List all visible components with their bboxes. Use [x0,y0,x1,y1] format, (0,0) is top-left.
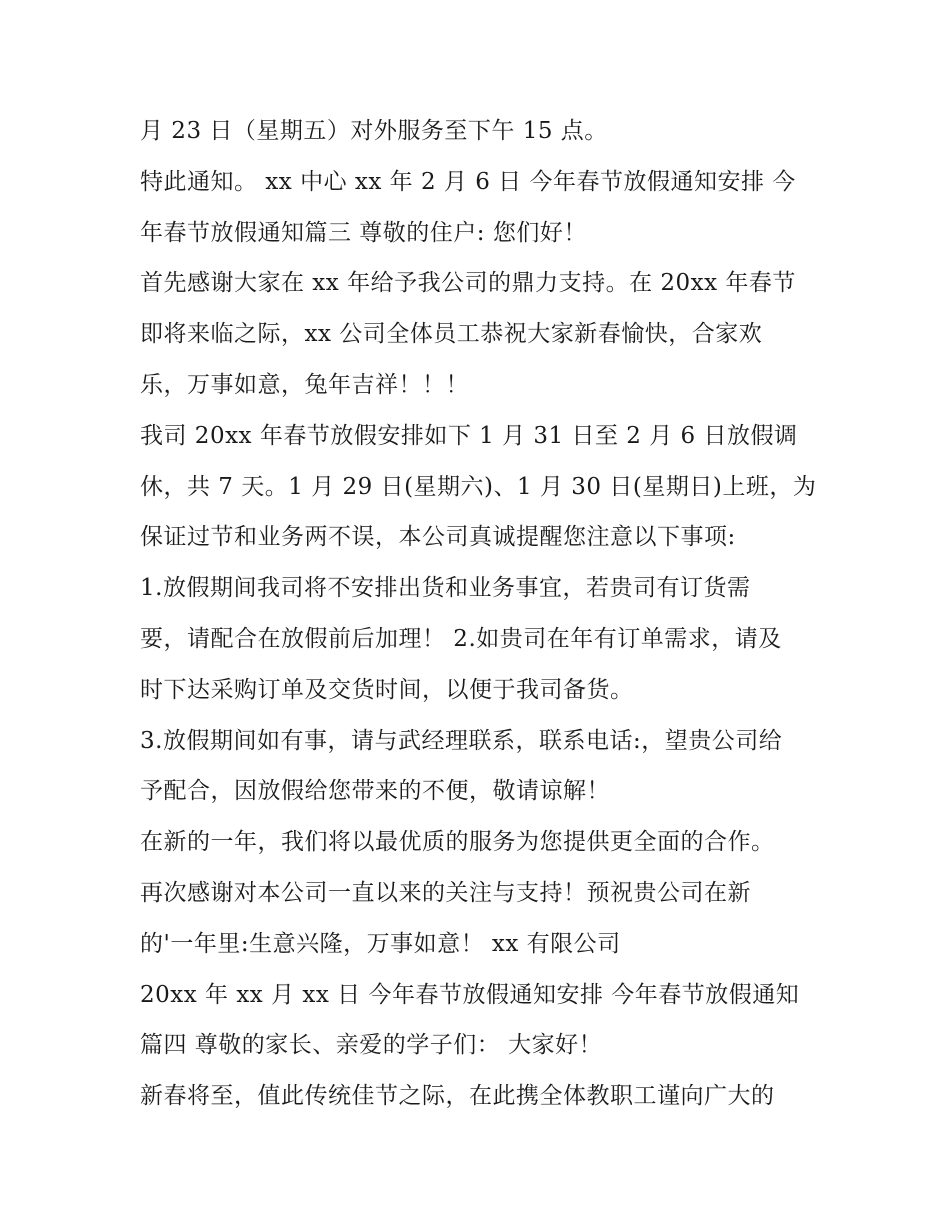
text-line: 即将来临之际，xx 公司全体员工恭祝大家新春愉快，合家欢 [140,321,763,348]
document-body-text [140,106,830,1122]
text-line: 时下达采购订单及交货时间，以便于我司备货。 [140,676,634,703]
text-line: 的'一年里:生意兴隆，万事如意！ xx 有限公司 [140,930,621,957]
text-line: 再次感谢对本公司一直以来的关注与支持！预祝贵公司在新 [140,879,751,906]
text-line: 予配合，因放假给您带来的不便，敬请谅解！ [140,778,610,805]
text-line: 新春将至，值此传统佳节之际，在此携全体教职工谨向广大的 [140,1083,775,1110]
text-line: 年春节放假通知篇三 尊敬的住户: 您们好！ [140,219,587,246]
text-line: 首先感谢大家在 xx 年给予我公司的鼎力支持。在 20xx 年春节 [140,270,796,297]
text-line: 要，请配合在放假前后加理！ 2.如贵司在年有订单需求，请及 [140,625,782,652]
text-line: 篇四 尊敬的家长、亲爱的学子们： 大家好！ [140,1032,603,1059]
text-line: 保证过节和业务两不误，本公司真诚提醒您注意以下事项: [140,524,736,551]
text-line: 休，共 7 天。1 月 29 日(星期六)、1 月 30 日(星期日)上班，为 [140,473,817,500]
text-line: 在新的一年，我们将以最优质的服务为您提供更全面的合作。 [140,829,775,856]
text-line: 20xx 年 xx 月 xx 日 今年春节放假通知安排 今年春节放假通知 [140,981,800,1008]
text-line: 月 23 日（星期五）对外服务至下午 15 点。 [140,118,608,144]
text-line: 乐，万事如意，兔年吉祥！！！ [140,371,469,398]
text-line: 1.放假期间我司将不安排出货和业务事宜，若贵司有订货需 [140,575,751,602]
text-line: 特此通知。 xx 中心 xx 年 2 月 6 日 今年春节放假通知安排 今 [140,168,796,195]
text-line: 3.放假期间如有事，请与武经理联系，联系电话:，望贵公司给 [140,727,783,754]
text-line: 我司 20xx 年春节放假安排如下 1 月 31 日至 2 月 6 日放假调 [140,422,798,449]
